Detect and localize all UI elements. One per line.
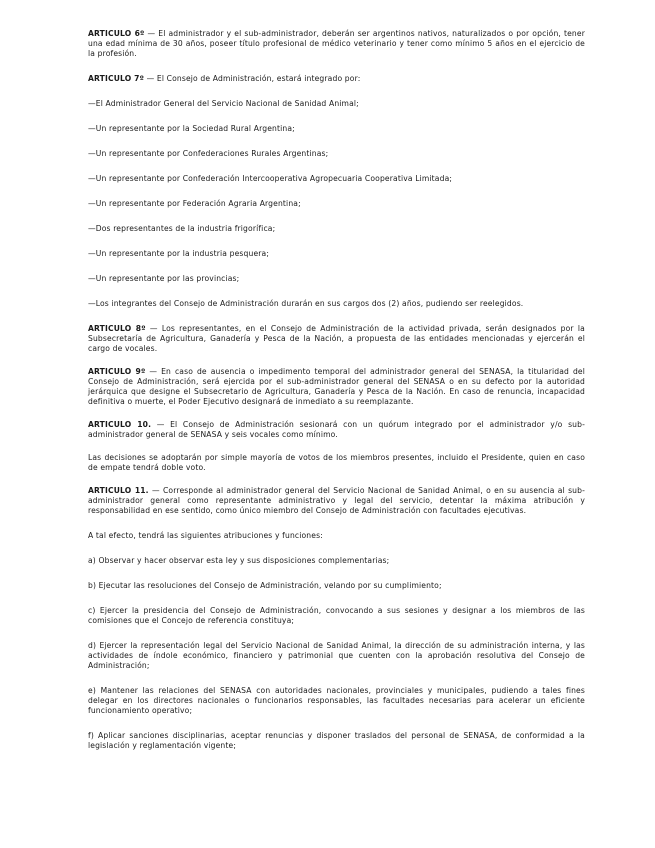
list-item: e) Mantener las relaciones del SENASA con autoridades nacionales, provinciales y municipales, pudiendo a tales fines delegar en los directores nacionales o funcionarios responsables, las facultades necesarias para acelerar un eficiente funcionamiento operativo; bbox=[88, 686, 585, 715]
article-11 bbox=[88, 486, 585, 516]
list-item: a) Observar y hacer observar esta ley y sus disposiciones complementarias; bbox=[88, 556, 390, 565]
list-item: —Un representante por Confederación Intercooperativa Agropecuaria Cooperativa Limitada; bbox=[88, 174, 453, 183]
list-item: b) Ejecutar las resoluciones del Consejo de Administración, velando por su cumplimiento; bbox=[88, 581, 442, 590]
article-heading: ARTICULO 7º bbox=[88, 74, 145, 83]
list-item: f) Aplicar sanciones disciplinarias, aceptar renuncias y disponer traslados del personal de SENASA, de conformidad a la legislación y reglamentación vigente; bbox=[88, 731, 585, 750]
list-item: —Un representante por Confederaciones Rurales Argentinas; bbox=[88, 149, 329, 158]
article-text: — El administrador y el sub-administrador, deberán ser argentinos nativos, naturalizados o por opción, tener una edad mínima de 30 años, poseer título profesional de médico veterinario y tener como mínimo 5 años en el ejercicio de la profesión. bbox=[88, 29, 585, 58]
article-6 bbox=[88, 29, 585, 59]
article-9 bbox=[88, 367, 585, 407]
article-10 bbox=[88, 420, 585, 440]
list-item: —El Administrador General del Servicio Nacional de Sanidad Animal; bbox=[88, 99, 359, 108]
list-item: —Un representante por la industria pesquera; bbox=[88, 249, 270, 258]
list-item: —Los integrantes del Consejo de Administración durarán en sus cargos dos (2) años, pudiendo ser reelegidos. bbox=[88, 299, 524, 308]
document-page bbox=[88, 29, 585, 766]
article-heading: ARTICULO 10. bbox=[88, 420, 152, 429]
paragraph: A tal efecto, tendrá las siguientes atribuciones y funciones: bbox=[88, 531, 323, 540]
article-heading: ARTICULO 8º bbox=[88, 324, 146, 333]
article-heading: ARTICULO 11. bbox=[88, 486, 149, 495]
article-text: — El Consejo de Administración sesionará con un quórum integrado por el administrador y/o sub-administrador general de SENASA y seis vocales como mínimo. bbox=[88, 420, 586, 439]
article-heading: ARTICULO 9º bbox=[88, 367, 146, 376]
article-7 bbox=[88, 74, 585, 84]
list-item: —Un representante por las provincias; bbox=[88, 274, 240, 283]
paragraph: Las decisiones se adoptarán por simple mayoría de votos de los miembros presentes, incluido el Presidente, quien en caso de empate tendrá doble voto. bbox=[88, 453, 585, 472]
article-text: — En caso de ausencia o impedimento temporal del administrador general del SENASA, la titularidad del Consejo de Administración, será ejercida por el sub-administrador general del SENASA o en su defecto por la autoridad jerárquica que designe el Subsecretario de Agricultura, Ganadería y Pesca de la Nación. En caso de renuncia, incapacidad definitiva o muerte, el Poder Ejecutivo designará de inmediato a su reemplazante. bbox=[88, 367, 586, 406]
list-item: —Un representante por la Sociedad Rural Argentina; bbox=[88, 124, 295, 133]
article-heading: ARTICULO 6º bbox=[88, 29, 145, 38]
list-item: d) Ejercer la representación legal del Servicio Nacional de Sanidad Animal, la dirección de su administración interna, y las actividades de índole económico, financiero y patrimonial que cuenten con la aprobación resolutiva del Consejo de Administración; bbox=[88, 641, 585, 670]
list-item: —Un representante por Federación Agraria Argentina; bbox=[88, 199, 301, 208]
article-text: — Corresponde al administrador general del Servicio Nacional de Sanidad Animal, o en su ausencia al sub-administrador general como representante administrativo y legal del servicio, detentar la máxima atribución y responsabilidad en ese sentido, como único miembro del Consejo de Administración con facultades ejecutivas. bbox=[88, 486, 585, 515]
list-item: c) Ejercer la presidencia del Consejo de Administración, convocando a sus sesiones y designar a los miembros de las comisiones que el Concejo de referencia constituya; bbox=[88, 606, 585, 625]
article-8 bbox=[88, 324, 585, 354]
article-text: — El Consejo de Administración, estará integrado por: bbox=[144, 74, 361, 83]
article-text: — Los representantes, en el Consejo de Administración de la actividad privada, serán designados por la Subsecretaría de Agricultura, Ganadería y Pesca de la Nación, a propuesta de las entidades mencionadas y ejercerán el cargo de vocales. bbox=[88, 324, 585, 353]
list-item: —Dos representantes de la industria frigorífica; bbox=[88, 224, 276, 233]
